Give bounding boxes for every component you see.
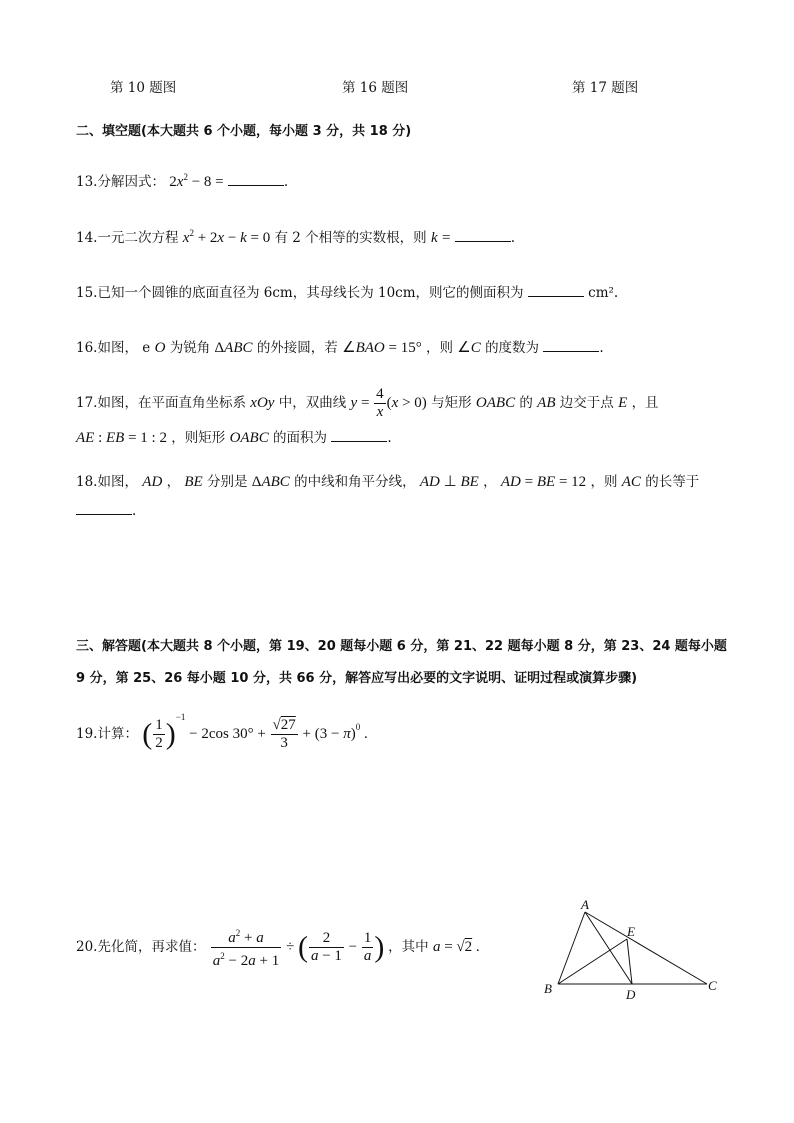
q20-prefix: 20.先化简，再求值：	[76, 938, 206, 955]
q17-prefix: 17.如图，在平面直角坐标系	[76, 394, 246, 411]
line-be	[558, 939, 627, 984]
label-d: D	[626, 987, 636, 1002]
question-20	[76, 925, 480, 970]
caption-q10: 第 10 题图	[110, 80, 177, 96]
q16-mid2: 的外接圆，若	[256, 340, 338, 356]
q17-fraction: $\frac{4}{x}$	[376, 386, 384, 420]
question-13: 13.分解因式： $2x^2 - 8$ = .	[76, 172, 289, 190]
q17-mid3: 的	[519, 394, 533, 411]
q18-ac: AC	[621, 474, 641, 490]
question-17-line1	[76, 386, 659, 421]
q16-answer-blank[interactable]	[543, 339, 599, 352]
q16-prefix: 16.如图，	[76, 340, 138, 356]
question-18-line1	[76, 470, 699, 491]
question-14: 14.一元二次方程 $x^2 + 2x - k = 0$ 有 2 个相等的实数根，则 k = .	[76, 228, 515, 246]
line-ad	[585, 912, 632, 984]
q14-equation: $x^2 + 2x - k = 0$	[182, 228, 271, 246]
q17-line2-mid: ，则矩形	[171, 430, 226, 446]
q16-angle-c: ∠C	[457, 340, 481, 356]
q18-triangle: ΔABC	[251, 474, 290, 490]
q16-mid4: 的度数为	[485, 340, 540, 356]
q15-unit: cm².	[588, 285, 619, 301]
q14-answer-blank[interactable]	[455, 229, 511, 242]
q15-answer-blank[interactable]	[528, 284, 584, 297]
q16-angle-bao: ∠BAO = 15°	[342, 340, 422, 356]
q13-prefix: 13.分解因式：	[76, 174, 165, 190]
q14-middle: 有 2 个相等的实数根，则	[274, 230, 427, 246]
q14-equals: =	[441, 230, 451, 246]
caption-q17: 第 17 题图	[572, 80, 639, 96]
q18-answer-blank[interactable]	[76, 502, 132, 515]
q16-point-o: O	[154, 340, 166, 356]
triangle-figure	[535, 898, 725, 1006]
section3-heading-line2: 9 分，第 25、26 每小题 10 分，共 66 分，解答应写出必要的文字说明、证明过程或演算步骤)	[76, 671, 638, 686]
q14-variable-k: k	[430, 230, 438, 246]
q16-mid3: ，则	[426, 340, 453, 356]
label-b: B	[544, 981, 552, 996]
q19-expression: ( $\frac{1}{2}$ )$^{-1}$ − 2cos 30° + $\frac{√27}{3}$ + $(3 - \pi)^0$ .	[142, 712, 368, 752]
question-16: 16.如图， e O 为锐角 ΔABC 的外接圆，若 ∠BAO = 15° ，则 ∠C 的度数为 .	[76, 340, 604, 356]
q20-mid: ，其中	[388, 938, 429, 955]
q17-mid2: 与矩形	[431, 394, 472, 411]
line-ac	[585, 912, 707, 984]
label-a: A	[581, 898, 589, 912]
circle-symbol: e	[142, 340, 151, 356]
q17-mid1: 中，双曲线	[278, 394, 347, 411]
question-18-line2: .	[76, 502, 136, 519]
q18-prefix: 18.如图，	[76, 474, 138, 490]
q18-mid4: ，	[483, 474, 497, 490]
q17-oabc: OABC	[475, 394, 516, 411]
q13-answer-blank[interactable]	[228, 173, 284, 186]
label-c: C	[708, 978, 717, 993]
q14-prefix: 14.一元二次方程	[76, 230, 179, 246]
label-e: E	[627, 924, 635, 939]
q18-end: 的长等于	[645, 474, 700, 490]
q17-point-e: E	[618, 394, 628, 411]
q15-prefix: 15.已知一个圆锥的底面直径为 6cm，其母线长为 10cm，则它的侧面积为	[76, 285, 524, 301]
question-17-line2: AE : EB = 1 : 2 ，则矩形 OABC 的面积为 .	[76, 430, 392, 446]
q17-ratio: AE : EB = 1 : 2	[76, 430, 167, 446]
q19-sqrt-fraction: $\frac{√27}{3}$	[272, 717, 296, 752]
q18-equal: AD = BE = 12	[500, 474, 587, 490]
q20-value: a = √2 .	[432, 938, 480, 955]
q17-line2-end: 的面积为	[273, 430, 328, 446]
q18-mid3: 的中线和角平分线，	[294, 474, 416, 490]
question-15	[76, 281, 618, 301]
question-19	[76, 712, 368, 752]
q18-perpendicular: AD ⊥ BE	[419, 474, 479, 490]
section2-heading: 二、填空题(本大题共 6 个小题，每小题 3 分，共 18 分)	[76, 124, 412, 139]
q16-triangle: ΔABC	[214, 340, 253, 356]
q17-answer-blank[interactable]	[331, 429, 387, 442]
q20-expression: $\frac{a^2 + a}{a^2 - 2a + 1}$ ÷ ( $\frac{2}{a - 1}$ − $\frac{1}{a}$ )	[210, 939, 388, 955]
caption-q16: 第 16 题图	[342, 80, 409, 96]
q18-ad: AD	[142, 474, 163, 490]
line-ba	[558, 912, 585, 984]
q18-mid5: ，则	[590, 474, 618, 490]
q18-mid1: ，	[166, 474, 181, 490]
q17-hyperbola: y = $\frac{4}{x}$ (x > 0)	[350, 386, 427, 420]
q17-end: ，且	[631, 394, 659, 411]
q17-oabc-2: OABC	[229, 430, 269, 446]
q17-mid4: 边交于点	[559, 394, 614, 411]
q17-xoy: xOy	[250, 394, 275, 411]
q18-mid2: 分别是	[207, 474, 248, 490]
q16-mid1: 为锐角	[169, 340, 211, 356]
section3-heading-line1: 三、解答题(本大题共 8 个小题，第 19、20 题每小题 6 分，第 21、22 题每小题 8 分，第 23、24 题每小题	[76, 639, 727, 654]
q18-be: BE	[184, 474, 203, 490]
q19-prefix: 19.计算：	[76, 726, 138, 742]
q17-ab: AB	[537, 394, 556, 411]
q13-expression: $2x^2 - 8$ =	[169, 172, 224, 190]
